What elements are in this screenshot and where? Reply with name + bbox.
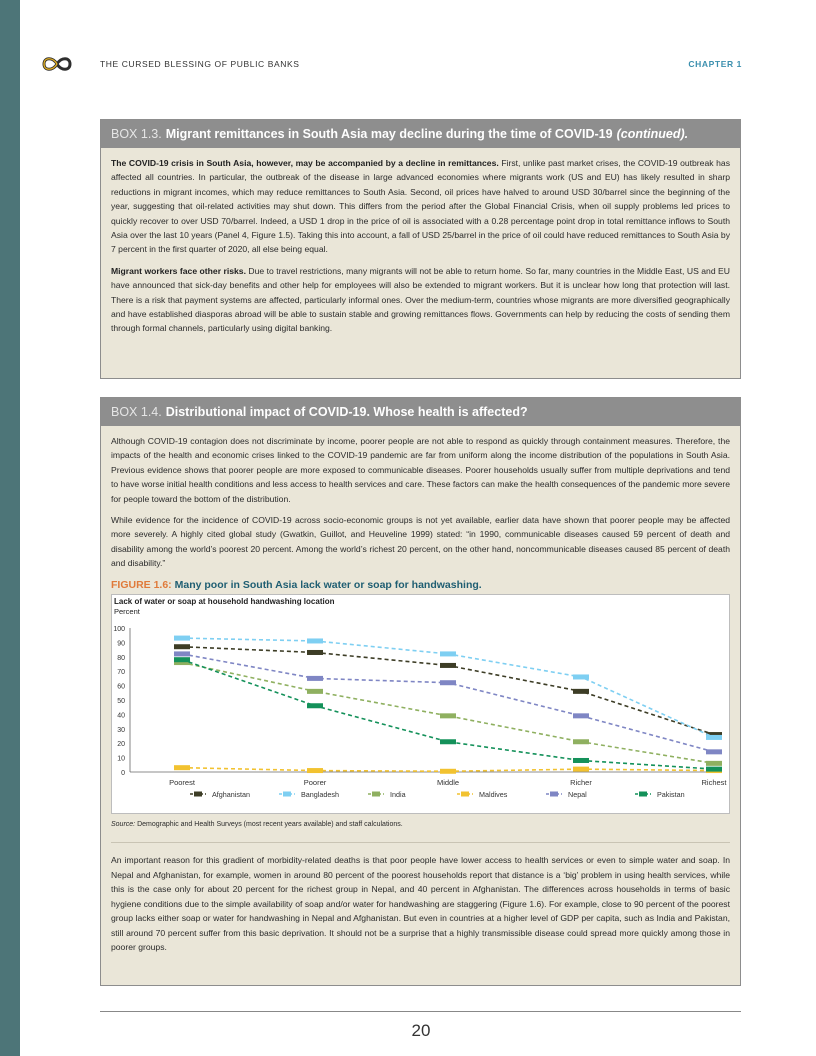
data-point-pakistan: [307, 703, 323, 708]
series-line-nepal: [182, 654, 714, 752]
box-1-4-header: [101, 398, 740, 426]
chapter-label: CHAPTER 1: [688, 59, 742, 69]
data-point-india: [573, 739, 589, 744]
data-point-maldives: [573, 767, 589, 772]
box-number: BOX 1.3.: [111, 127, 162, 141]
y-tick-label: 90: [117, 640, 125, 648]
page-number: 20: [411, 1021, 431, 1040]
legend-swatch-marker: [194, 792, 202, 797]
data-point-maldives: [440, 769, 456, 774]
data-point-maldives: [307, 768, 323, 773]
box-1-3: [100, 119, 741, 379]
data-point-nepal: [706, 749, 722, 754]
paragraph: [111, 264, 730, 336]
series-line-india: [182, 663, 714, 764]
data-point-maldives: [174, 765, 190, 770]
legend-swatch-marker: [283, 792, 291, 797]
legend-swatch-marker: [550, 792, 558, 797]
y-tick-label: 50: [117, 698, 125, 706]
y-tick-label: 40: [117, 712, 125, 720]
y-axis-label: Percent: [114, 607, 140, 617]
y-tick-label: 30: [117, 726, 125, 734]
paragraph-lead: Migrant workers face other risks.: [111, 265, 246, 276]
data-point-pakistan: [573, 758, 589, 763]
data-point-pakistan: [440, 739, 456, 744]
x-tick-label: Richer: [570, 778, 592, 788]
paragraph-lead: The COVID-19 crisis in South Asia, however, may be accompanied by a decline in remittances.: [111, 158, 499, 168]
data-point-nepal: [440, 680, 456, 685]
paragraph: An important reason for this gradient of morbidity-related deaths is that poor people have lower access to health services or even to simple water and soap. In Nepal and Afghanistan, for example, women in around 80 percent of the poorest households report that distance is a ‘big’ problem in using health services, while this is the case only for about 20 percent for the richest group in Nepal, and 40 percent in Afghanistan. The differences across households in terms of basic hygiene conditions due to the simple availability of soap and/or water for handwashing are staggering (Figure 1.6). For example, close to 90 percent of the poorest group lacks either soap or water for handwashing in Nepal and Afghanistan. But even in countries at a higher level of GDP per capita, such as India and Pakistan, still around 70 percent suffer from this basic deprivation. It should not be a surprise that a highly transmissible disease could spread more quickly among those in poorer groups.: [111, 855, 730, 952]
chart-title: Lack of water or soap at household handwashing location: [114, 597, 335, 607]
data-point-afghanistan: [440, 663, 456, 668]
legend-label: Maldives: [479, 790, 508, 800]
data-point-pakistan: [706, 767, 722, 772]
data-point-afghanistan: [174, 644, 190, 649]
paragraph-text: First, unlike past market crises, the COVID-19 outbreak has affected all countries. In particular, the outbreak of the disease in large advanced economies where migrants work (US and EU) has likely resulted in sharp reductions in migrant incomes, which may reduce remittances to South Asia. Second, oil prices have halved to around USD 30/barrel since the beginning of the year, suggesting that oil-related activities may shut down. This differs from the period after the Global Financial Crisis, when oil supply problems led prices to quickly recover to over USD 70/barrel. Indeed, a USD 1 drop in the price of oil is associated with a 0.28 percentage point drop in total remittance inflows to South Asia over the last 10 years (Panel 4, Figure 1.5). Taking this into account, a fall of USD 25/barrel in the price of oil could have reduced remittances to South Asia by 7 percent in the first quarter of 2020, all else being equal.: [111, 158, 730, 255]
x-tick-label: Poorer: [303, 778, 327, 788]
figure-source: [111, 818, 730, 832]
series-line-afghanistan: [182, 647, 714, 735]
figure-number: FIGURE 1.6:: [111, 578, 172, 591]
box-title: Distributional impact of COVID-19. Whose health is affected?: [165, 405, 528, 419]
running-title: THE CURSED BLESSING OF PUBLIC BANKS: [100, 59, 300, 69]
data-point-pakistan: [174, 657, 190, 662]
data-point-bangladesh: [440, 651, 456, 656]
line-chart: [112, 595, 731, 811]
data-point-nepal: [307, 676, 323, 681]
infinity-logo-icon: [40, 54, 74, 74]
data-point-bangladesh: [174, 636, 190, 641]
legend-label: Bangladesh: [301, 790, 339, 800]
figure-caption: Many poor in South Asia lack water or soap for handwashing.: [174, 578, 482, 591]
paragraph: Although COVID-19 contagion does not discriminate by income, poorer people are not able to respond as quickly through containment measures. Therefore, the impacts of the health and economic crises linked to the COVID-19 pandemic are far from uniform along the income distribution of the populations in South Asia. Previous evidence shows that poorer people are more exposed to communicable diseases. Poorer households usually suffer from multiple deprivations and tend to have worse initial health conditions and less access to health services and care. These factors can make the health consequences of the pandemic more severe for people toward the bottom of the distribution.: [111, 436, 730, 504]
paragraph: While evidence for the incidence of COVID-19 across socio-economic groups is not yet available, earlier data have shown that poorer people may be affected more severely. A highly cited global study (Gwatkin, Guillot, and Heuveline 1999) stated: “in 1990, communicable diseases caused 59 percent of death and disability among the world’s poorest 20 percent. Among the world’s richest 20 percent, on the other hand, noncommunicable diseases caused 85 percent of death and disability.”: [111, 515, 730, 569]
paragraph-text: Due to travel restrictions, many migrants will not be able to return home. So far, many countries in the Middle East, US and EU have announced that sick-day benefits and other help for employees will also be extended to migrant workers. But it is unclear how long that protection will last. There is a risk that payment systems are affected, particularly informal ones. Over the medium-term, countries whose migrants are more diversified geographically and have established diasporas abroad will be able to sustain stable and growing remittances flows. Governments can help by reducing the costs of sending them through formal channels, particularly using digital banking.: [111, 265, 730, 334]
box-title: Migrant remittances in South Asia may decline during the time of COVID-19: [165, 127, 613, 141]
data-point-india: [307, 689, 323, 694]
box-1-4: [100, 397, 741, 986]
paragraph: [111, 156, 730, 257]
y-tick-label: 70: [117, 669, 125, 677]
legend-swatch-marker: [461, 792, 469, 797]
legend-label: India: [390, 790, 406, 800]
y-tick-label: 0: [121, 770, 125, 778]
x-tick-label: Poorest: [169, 778, 195, 788]
y-tick-label: 10: [117, 755, 125, 763]
legend-swatch-marker: [372, 792, 380, 797]
data-point-india: [706, 761, 722, 766]
x-tick-label: Richest: [701, 778, 727, 788]
box-title-suffix: (continued).: [616, 127, 689, 141]
side-color-strip: [0, 0, 20, 1056]
data-point-bangladesh: [706, 735, 722, 740]
y-tick-label: 60: [117, 683, 125, 691]
data-point-india: [440, 713, 456, 718]
source-label: Source:: [111, 821, 136, 829]
legend-label: Pakistan: [657, 790, 685, 800]
data-point-bangladesh: [307, 639, 323, 644]
box-number: BOX 1.4.: [111, 405, 162, 419]
data-point-nepal: [573, 713, 589, 718]
data-point-bangladesh: [573, 675, 589, 680]
data-point-nepal: [174, 651, 190, 656]
y-tick-label: 80: [117, 654, 125, 662]
legend-label: Afghanistan: [212, 790, 250, 800]
source-text: Demographic and Health Surveys (most recent years available) and staff calculations.: [135, 821, 403, 829]
y-tick-label: 20: [117, 741, 125, 749]
data-point-afghanistan: [307, 650, 323, 655]
figure-panel: [111, 594, 730, 814]
footer-rule: [100, 1011, 741, 1012]
x-tick-label: Middle: [436, 778, 460, 788]
y-tick-label: 100: [113, 626, 125, 634]
figure-title: [111, 578, 730, 592]
data-point-afghanistan: [573, 689, 589, 694]
legend-swatch-marker: [639, 792, 647, 797]
box-1-3-header: [101, 120, 740, 148]
legend-label: Nepal: [568, 790, 587, 800]
